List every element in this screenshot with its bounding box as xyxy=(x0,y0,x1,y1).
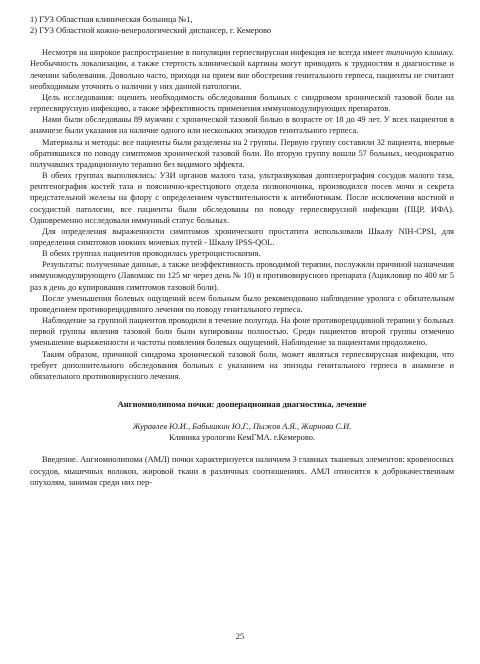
paragraph-conclusion: Таким образом, причиной синдрома хронической тазовой боли, может являться герпесвирусная инфекция, что требует дополнительного обследования больных с указанием на эпизоды генитального герпеса в анамнезе и обязательного противовирусного лечения. xyxy=(30,349,454,381)
affiliation-2: 2) ГУЗ Областной кожно-венерологический диспансер, г. Кемерово xyxy=(30,26,272,36)
article-authors: Журавлев Ю.И., Бабышкин Ю.Г., Пыжов А.Я., Жирнова С.И. xyxy=(132,422,352,432)
affiliation-1: 1) ГУЗ Областная клиническая больница №1, xyxy=(30,15,193,24)
page-number: 25 xyxy=(235,630,245,641)
intro-italic: типичную клинику. xyxy=(385,48,454,58)
paragraph-results: Результаты: полученные данные, а также неэффективность проводимой терапии, послужили причиной назначения иммуномодулирующего (Лавомакс по 125 мг через день № 10) и противовирусного препарата (Ацикловир по 400 мг 5 раз в день до купирования симптомов тазовой боли). xyxy=(30,260,454,292)
paragraph-patients: Нами были обследованы 89 мужчин с хронической тазовой болью в возрасте от 18 до 49 лет. У всех пациентов в анамнезе были указания на наличие одного или нескольких эпизодов генитального герпеса. xyxy=(30,115,454,136)
paragraph-methods: Материалы и методы: все пациенты были разделены на 2 группы. Первую группу составили 32 пациента, впервые обратившихся по поводу симптомов хронической тазовой боли. Во вторую группу вошли 57 больных, неоднократно получавших традиционную терапию без видимого эффекта. xyxy=(30,137,454,169)
paragraph-followup: После уменьшения болевых ощущений всем больным было рекомендовано наблюдение уролога с обязательным проведением противорецидивного лечения по поводу генитального герпеса. xyxy=(30,293,454,314)
intro-text-b: Необычность локализации, а также стертость клинической картины могут приводить к трудностям в диагностике и лечении заболевания. Довольно часто, приходя на прием вне обострения генитального герпеса, пациенты не считают необходимым уточнять о наличии у них данной патологии. xyxy=(30,59,454,91)
paragraph-aim: Цель исследования: оценить необходимость обследования больных с синдромом хронической тазовой боли на герпесвирусную инфекцию, а также эффективность применения иммуномодулирующих препаратов. xyxy=(30,92,454,114)
article-title: Ангиомиолипома почки: дооперационная диагностика, лечение xyxy=(117,399,367,409)
intro-text-a: Несмотря на широкое распространение в популяции герпесвирусная инфекция не всегда имеет xyxy=(42,48,386,58)
paragraph-intro xyxy=(30,47,454,92)
paragraph-scales: Для определения выраженности симптомов хронического простатита использовали Шкалу NIH-CPSI, для определения симптомов нижних мочевых путей - Шкалу IPSS-QOL. xyxy=(30,226,454,247)
spacer xyxy=(30,382,454,393)
paragraph-cystoscopy: В обеих группах пациентов проводилась уретроцистоскопия. xyxy=(42,249,261,259)
article-clinic: Клиника урологии КемГМА. г.Кемерово. xyxy=(168,433,316,443)
spacer xyxy=(30,410,454,421)
paragraph-examination: В обеих группах выполнялись: УЗИ органов малого таза, ультразвуковая допплерография сосудов малого таза, рентгенография костей таза и пояснично-крестцового отдела позвоночника, производился посев мочи и секрета предстательной железы на флору с определением чувствительности к антибиотикам. После исключения костной и сосудистой патологии, все пациенты были обследованы по поводу герпесвирусной инфекции (ПЦР, ИФА). Одновременно исследовали иммунный статус больных. xyxy=(30,171,454,225)
spacer xyxy=(30,443,454,454)
paragraph-introduction: Введение. Ангиомиолипома (АМЛ) почки характеризуется наличием 3 главных тканевых элементов: кровеносных сосудов, мышечных волокон, жировой ткани в различных соотношениях. АМЛ относится к доброкачественным опухолям, занимая среди них пер- xyxy=(30,455,454,487)
paragraph-observation: Наблюдение за группой пациентов проводили в течение полугода. На фоне противорецидивной терапии у больных первой группы явления тазовой боли были купированы полностью. Среди пациентов второй группы отмечено уменьшение выраженности и частоты появления болевых ощущений. Наблюдение за пациентами продолжено. xyxy=(30,316,454,348)
spacer xyxy=(30,36,454,47)
